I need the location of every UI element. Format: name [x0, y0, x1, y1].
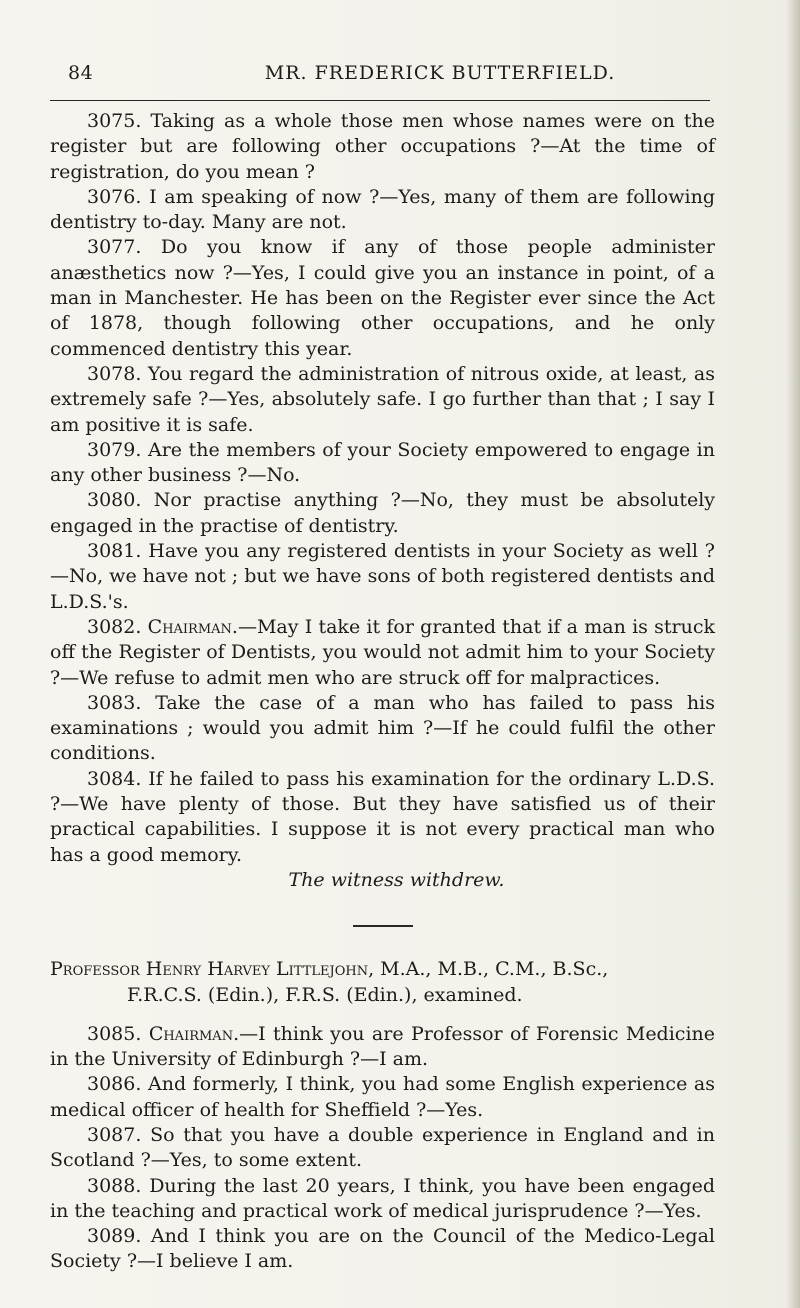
paragraph-text: Nor practise anything ?—No, they must be absolutely engaged in the practise of dentistry. — [50, 489, 716, 537]
paragraph-3083 — [50, 691, 715, 767]
paragraph-3081 — [50, 539, 715, 615]
speaker-label: Chairman. — [147, 615, 238, 638]
question-number: 3076. — [87, 185, 142, 208]
question-number: 3075. — [87, 110, 142, 132]
page-header — [50, 58, 710, 88]
page-edge-shadow — [786, 0, 800, 1308]
question-number: 3089. — [87, 1225, 142, 1248]
question-number: 3083. — [87, 691, 142, 714]
body-text — [50, 109, 715, 1275]
question-number: 3079. — [87, 438, 142, 461]
paragraph-3077 — [50, 235, 715, 361]
question-number: 3088. — [87, 1174, 142, 1197]
paragraph-text: Taking as a whole those men whose names were on the register but are following other occupations ?—At the time of registration, do you mean ? — [50, 110, 715, 183]
paragraph-3089 — [50, 1224, 715, 1275]
paragraph-text: Have you any registered dentists in your Society as well ?—No, we have not ; but we have sons of both registered dentists and L.D.S.'s. — [50, 540, 715, 613]
paragraph-text: You regard the administration of nitrous oxide, at least, as extremely safe ?—Yes, absolutely safe. I go further than that ; I say I am positive it is safe. — [50, 362, 716, 436]
paragraph-text: Do you know if any of those people administer anæsthetics now ?—Yes, I could give you an instance in point, of a man in Manchester. He has been on the Register ever since the Act of 1878, though following other occupations, and he only commenced dentistry this year. — [50, 236, 715, 360]
paragraph-3076 — [50, 185, 715, 236]
witness-fellowships: F.R.C.S. (Edin.), F.R.S. (Edin.), examined. — [127, 983, 523, 1006]
paragraph-text: So that you have a double experience in England and in Scotland ?—Yes, to some extent. — [50, 1123, 715, 1172]
paragraph-text: —May I take it for granted that if a man is struck off the Register of Dentists, you would not admit him to your Society ?—We refuse to admit men who are struck off for malpractices. — [50, 615, 715, 689]
paragraph-text: —I think you are Professor of Forensic Medicine in the University of Edinburgh ?—I am. — [50, 1022, 715, 1071]
paragraph-text: I am speaking of now ?—Yes, many of them are following dentistry to-day. Many are not. — [50, 185, 715, 234]
witness-name: Professor Henry Harvey Littlejohn, — [50, 958, 375, 981]
question-number: 3086. — [87, 1073, 142, 1096]
header-rule — [50, 100, 710, 101]
running-head: MR. FREDERICK BUTTERFIELD. — [264, 62, 616, 84]
paragraph-3087 — [50, 1123, 715, 1174]
paragraph-3082 — [50, 615, 715, 691]
paragraph-3078 — [50, 362, 715, 438]
question-number: 3077. — [87, 236, 142, 259]
question-number: 3081. — [87, 540, 142, 563]
paragraph-3084 — [50, 767, 715, 868]
paragraph-text: Take the case of a man who has failed to pass his examinations ; would you admit him ?—If he could fulfil the other conditions. — [50, 691, 715, 765]
paragraph-text: Are the members of your Society empowered to engage in any other business ?—No. — [50, 438, 715, 487]
paragraph-3088 — [50, 1174, 715, 1225]
question-number: 3084. — [87, 767, 142, 790]
section-separator — [353, 925, 413, 927]
paragraph-text: During the last 20 years, I think, you have been engaged in the teaching and practical work of medical jurisprudence ?—Yes. — [50, 1174, 715, 1222]
paragraph-text: And formerly, I think, you had some English experience as medical officer of health for Sheffield ?—Yes. — [50, 1073, 715, 1121]
question-number: 3085. — [87, 1022, 142, 1045]
question-number: 3087. — [87, 1123, 142, 1146]
paragraph-3075 — [50, 109, 715, 185]
paragraph-3079 — [50, 438, 715, 489]
question-number: 3078. — [87, 362, 142, 385]
paragraph-3080 — [50, 488, 715, 539]
witness-withdrew-note: The witness withdrew. — [288, 868, 505, 891]
paragraph-3086 — [50, 1072, 715, 1123]
question-number: 3080. — [87, 489, 142, 512]
witness-heading — [50, 957, 715, 1008]
paragraph-3085 — [50, 1022, 715, 1073]
page-number: 84 — [68, 62, 94, 84]
paragraph-text: And I think you are on the Council of the Medico-Legal Society ?—I believe I am. — [50, 1225, 715, 1273]
paragraph-text: If he failed to pass his examination for the ordinary L.D.S. ?—We have plenty of those. But they have satisfied us of their practical capabilities. I suppose it is not every practical man who has a good memory. — [50, 767, 715, 866]
speaker-label: Chairman. — [148, 1022, 240, 1045]
question-number: 3082. — [87, 615, 142, 638]
examination-block — [50, 1022, 715, 1275]
witness-degrees: M.A., M.B., C.M., B.Sc., — [374, 958, 609, 981]
